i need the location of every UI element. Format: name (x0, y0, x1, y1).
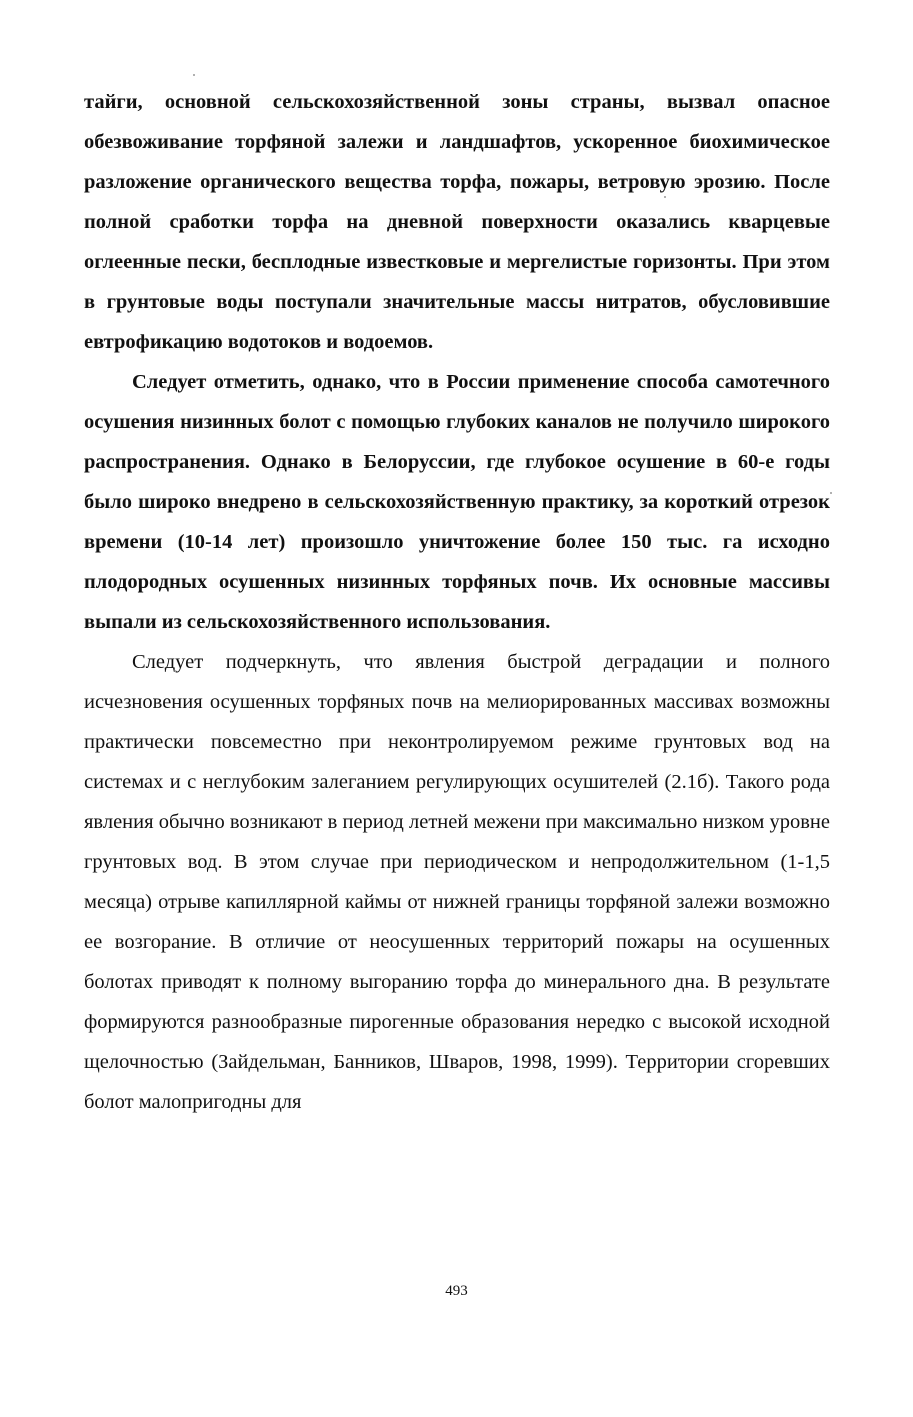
scan-speck (830, 492, 832, 494)
paragraph-2: Следует отметить, однако, что в России применение способа самотечного осушения низинных болот с помощью глубоких каналов не получило широкого распространения. Однако в Белоруссии, где глубокое осушение в 60-е годы было широко внедрено в сельскохозяйственную практику, за короткий отрезок времени (10-14 лет) произошло уничтожение более 150 тыс. га исходно плодородных осушенных низинных торфяных почв. Их основные массивы выпали из сельскохозяйственного использования. (84, 371, 830, 633)
paragraph-1: тайги, основной сельскохозяйственной зоны страны, вызвал опасное обезвоживание торфяной залежи и ландшафтов, ускоренное биохимическое разложение органического вещества торфа, пожары, ветровую эрозию. После полной сработки торфа на дневной поверхности оказались кварцевые оглеенные пески, бесплодные известковые и мергелистые горизонты. При этом в грунтовые воды поступали значительные массы нитратов, обусловившие евтрофикацию водотоков и водоемов. (84, 91, 830, 353)
page-number: 493 (445, 1283, 468, 1299)
paragraph-3: Следует подчеркнуть, что явления быстрой деградации и полного исчезновения осушенных торфяных почв на мелиорированных массивах возможны практически повсеместно при неконтролируемом режиме грунтовых вод на системах и с неглубоким залеганием регулирующих осушителей (2.1б). Такого рода явления обычно возникают в период летней межени при максимально низком уровне грунтовых вод. В этом случае при периодическом и непродолжительном (1-1,5 месяца) отрыве капиллярной каймы от нижней границы торфяной залежи возможно ее возгорание. В отличие от неосушенных территорий пожары на осушенных болотах приводят к полному выгоранию торфа до минерального дна. В результате формируются разнообразные пирогенные образования нередко с высокой исходной щелочностью (Зайдельман, Банников, Шваров, 1998, 1999). Территории сгоревших болот малопригодны для (84, 651, 830, 1113)
scan-speck (193, 74, 195, 76)
scan-speck (664, 196, 666, 198)
body-text (84, 82, 830, 1122)
